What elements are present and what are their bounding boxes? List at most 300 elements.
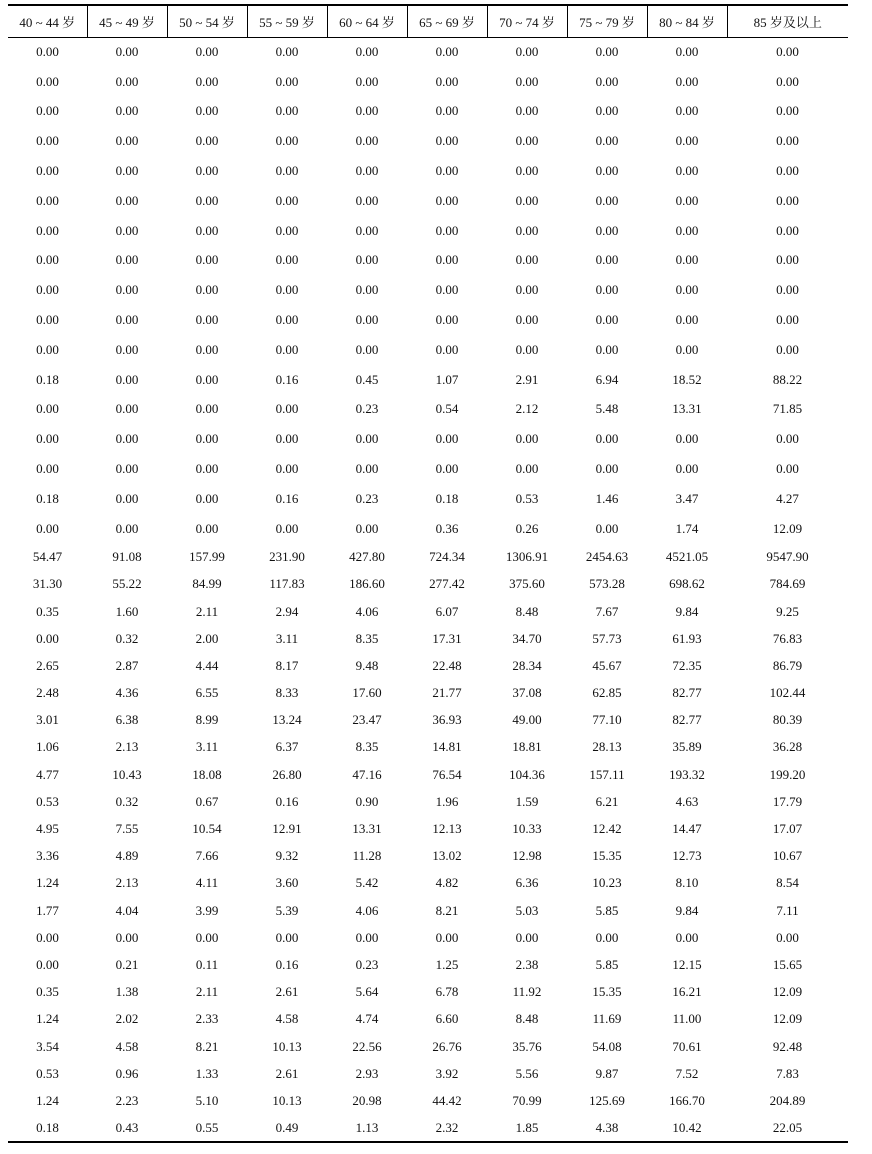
table-cell: 0.00 [36,431,59,447]
table-cell: 1.38 [115,984,139,1000]
table-cell: 4.06 [355,902,379,918]
table-cell: 157.99 [189,549,225,565]
table-cell: 10.13 [272,1038,302,1054]
table-cell: 0.00 [776,222,799,238]
table-cell: 2.12 [515,401,539,417]
table-cell: 0.00 [275,252,299,268]
table-cell: 0.00 [355,341,379,357]
table-cell: 0.00 [435,282,459,298]
table-cell: 4.89 [115,848,139,864]
table-cell: 4.74 [355,1011,379,1027]
table-cell: 4.58 [275,1011,299,1027]
table-cell: 8.48 [515,1011,539,1027]
table-cell: 3.47 [675,490,699,506]
table-row [8,734,848,761]
table-cell: 0.00 [435,73,459,89]
table-cell: 0.00 [195,252,219,268]
table-cell: 0.00 [776,103,799,119]
table-cell: 0.00 [195,103,219,119]
table-cell: 1.85 [487,1114,567,1141]
table-cell: 0.00 [595,103,619,119]
table-cell: 6.55 [195,685,219,701]
table-cell: 0.00 [275,431,299,447]
column-header: 40 ~ 44 岁 [8,5,87,37]
table-cell: 8.17 [275,657,299,673]
table-cell: 0.00 [36,73,59,89]
table-cell: 12.09 [772,520,803,536]
table-row [8,67,848,97]
table-cell: 0.00 [595,312,619,328]
table-cell: 0.00 [675,929,699,945]
table-cell: 0.00 [595,222,619,238]
table-row [8,1114,848,1141]
table-cell: 76.83 [772,630,803,646]
table-cell: 2.11 [195,984,219,1000]
table-cell: 0.00 [675,222,699,238]
table-cell: 0.00 [435,341,459,357]
table-cell: 0.35 [36,603,59,619]
table-cell: 8.48 [515,603,539,619]
table-cell: 28.13 [592,739,622,755]
table-cell: 117.83 [269,576,305,592]
table-cell: 0.00 [435,103,459,119]
table-cell: 8.21 [195,1038,219,1054]
table-cell: 88.22 [772,371,803,387]
table-body [8,37,848,1142]
table-cell: 5.48 [595,401,619,417]
table-cell: 2.13 [115,875,139,891]
table-row [8,761,848,788]
table-cell: 0.23 [355,490,379,506]
table-cell: 0.00 [595,431,619,447]
table-cell: 12.98 [512,848,542,864]
table-cell: 92.48 [772,1038,803,1054]
table-cell: 6.07 [435,603,459,619]
table-cell: 9547.90 [766,549,809,565]
column-header: 60 ~ 64 岁 [327,5,407,37]
table-cell: 34.70 [512,630,542,646]
table-cell: 0.00 [515,103,539,119]
table-cell: 0.00 [36,163,59,179]
table-cell: 0.67 [195,793,219,809]
table-row [8,156,848,186]
table-cell: 0.00 [275,163,299,179]
table-cell: 17.60 [352,685,382,701]
table-cell: 15.35 [592,848,622,864]
table-cell: 62.85 [592,685,622,701]
table-cell: 2.00 [195,630,219,646]
table-cell: 0.00 [776,929,799,945]
table-cell: 0.00 [36,929,59,945]
table-cell: 0.00 [515,282,539,298]
table-cell: 6.37 [275,739,299,755]
table-cell: 204.89 [769,1092,806,1108]
column-header: 80 ~ 84 岁 [647,5,727,37]
table-cell: 0.00 [115,44,139,60]
table-cell: 0.00 [115,401,139,417]
table-cell: 26.80 [272,766,302,782]
table-cell: 10.43 [112,766,142,782]
table-cell: 82.77 [672,685,702,701]
table-cell: 4.58 [115,1038,139,1054]
table-cell: 54.08 [592,1038,622,1054]
table-cell: 11.00 [672,1011,702,1027]
table-cell: 0.00 [115,341,139,357]
table-cell: 0.00 [435,163,459,179]
table-cell: 0.00 [675,73,699,89]
table-cell: 0.00 [595,461,619,477]
table-cell: 0.00 [115,103,139,119]
header-row [8,5,848,37]
table-cell: 166.70 [669,1092,705,1108]
table-cell: 8.54 [776,875,799,891]
table-cell: 3.92 [435,1065,459,1081]
table-cell: 0.00 [776,133,799,149]
table-cell: 2.13 [115,739,139,755]
column-header: 70 ~ 74 岁 [487,5,567,37]
table-cell: 0.16 [275,490,299,506]
table-cell: 0.00 [675,461,699,477]
table-cell: 2.32 [407,1114,487,1141]
table-cell: 0.00 [435,929,459,945]
table-row [8,365,848,395]
table-cell: 2.61 [275,984,299,1000]
table-cell: 0.00 [355,461,379,477]
table-cell: 1.24 [36,875,59,891]
table-cell: 0.00 [675,133,699,149]
table-cell: 0.11 [195,956,219,972]
table-cell: 0.53 [36,793,59,809]
table-cell: 0.00 [275,341,299,357]
table-cell: 0.00 [355,44,379,60]
table-cell: 0.00 [36,312,59,328]
table-cell: 80.39 [772,712,803,728]
table-cell: 10.42 [647,1114,727,1141]
table-cell: 0.00 [36,103,59,119]
table-cell: 22.48 [432,657,462,673]
table-cell: 6.60 [435,1011,459,1027]
table-row [8,216,848,246]
table-cell: 12.73 [672,848,702,864]
table-cell: 0.00 [776,461,799,477]
table-cell: 7.83 [776,1065,799,1081]
table-cell: 18.81 [512,739,542,755]
table-cell: 9.84 [675,902,699,918]
table-cell: 0.32 [115,630,139,646]
table-cell: 0.00 [675,192,699,208]
table-cell: 4.38 [567,1114,647,1141]
table-cell: 12.13 [432,821,462,837]
table-cell: 4.82 [435,875,459,891]
table-cell: 0.00 [275,312,299,328]
table-cell: 0.00 [776,312,799,328]
table-cell: 22.05 [727,1114,848,1141]
table-cell: 0.18 [36,371,59,387]
table-cell: 8.33 [275,685,299,701]
table-cell: 76.54 [432,766,462,782]
table-cell: 1.96 [435,793,459,809]
table-cell: 0.00 [515,312,539,328]
table-cell: 1.60 [115,603,139,619]
table-cell: 0.00 [776,282,799,298]
table-cell: 1.46 [595,490,619,506]
table-cell: 3.01 [36,712,59,728]
table-row [8,1060,848,1087]
table-cell: 0.00 [515,163,539,179]
table-cell: 0.18 [8,1114,87,1141]
table-cell: 5.03 [515,902,539,918]
table-cell: 0.00 [36,956,59,972]
table-cell: 11.69 [592,1011,622,1027]
table-row [8,625,848,652]
table-cell: 102.44 [769,685,806,701]
table-cell: 2.87 [115,657,139,673]
table-row [8,924,848,951]
table-cell: 0.00 [275,929,299,945]
table-cell: 0.00 [355,929,379,945]
column-header: 50 ~ 54 岁 [167,5,247,37]
table-cell: 0.00 [195,401,219,417]
table-cell: 0.49 [247,1114,327,1141]
table-cell: 0.00 [595,252,619,268]
table-cell: 0.00 [776,341,799,357]
table-cell: 0.53 [36,1065,59,1081]
table-cell: 10.23 [592,875,622,891]
table-cell: 2.02 [115,1011,139,1027]
table-cell: 0.00 [355,312,379,328]
table-cell: 0.00 [115,222,139,238]
table-cell: 0.00 [115,133,139,149]
table-cell: 37.08 [512,685,542,701]
table-cell: 0.00 [776,73,799,89]
table-cell: 0.53 [515,490,539,506]
table-cell: 70.61 [672,1038,702,1054]
table-cell: 0.00 [595,929,619,945]
table-cell: 0.00 [115,312,139,328]
table-cell: 0.00 [435,431,459,447]
table-cell: 72.35 [672,657,702,673]
table-cell: 4.63 [675,793,699,809]
table-cell: 1.24 [36,1092,59,1108]
table-cell: 14.81 [432,739,462,755]
table-row [8,598,848,625]
table-cell: 0.00 [435,222,459,238]
table-row [8,652,848,679]
table-cell: 70.99 [512,1092,542,1108]
table-cell: 23.47 [352,712,382,728]
table-cell: 7.66 [195,848,219,864]
table-cell: 0.00 [36,133,59,149]
table-cell: 9.48 [355,657,379,673]
table-cell: 0.00 [195,431,219,447]
table-row [8,395,848,425]
table-cell: 84.99 [192,576,222,592]
table-cell: 4.77 [36,766,59,782]
table-cell: 0.00 [515,461,539,477]
table-cell: 6.78 [435,984,459,1000]
table-cell: 0.00 [115,929,139,945]
table-row [8,979,848,1006]
table-cell: 1.74 [675,520,699,536]
table-cell: 12.09 [772,984,803,1000]
table-row [8,97,848,127]
table-cell: 724.34 [429,549,465,565]
table-cell: 1.59 [515,793,539,809]
table-cell: 0.00 [275,44,299,60]
table-cell: 3.99 [195,902,219,918]
table-row [8,1087,848,1114]
table-cell: 0.00 [36,520,59,536]
table-cell: 47.16 [352,766,382,782]
table-cell: 0.00 [275,133,299,149]
table-cell: 0.00 [515,929,539,945]
table-cell: 104.36 [509,766,545,782]
table-cell: 15.65 [772,956,803,972]
table-cell: 0.00 [776,192,799,208]
table-row [8,186,848,216]
table-cell: 0.00 [675,312,699,328]
table-cell: 573.28 [589,576,625,592]
table-cell: 4.36 [115,685,139,701]
table-cell: 11.92 [512,984,542,1000]
table-cell: 0.36 [435,520,459,536]
table-cell: 0.00 [595,282,619,298]
table-cell: 0.00 [515,73,539,89]
table-cell: 0.00 [515,341,539,357]
table-row [8,1033,848,1060]
table-cell: 0.00 [36,44,59,60]
table-cell: 0.00 [195,461,219,477]
table-cell: 0.00 [355,222,379,238]
table-cell: 7.67 [595,603,619,619]
table-cell: 7.55 [115,821,139,837]
table-cell: 0.00 [115,282,139,298]
table-cell: 0.00 [36,461,59,477]
table-cell: 10.33 [512,821,542,837]
table-cell: 0.00 [675,282,699,298]
table-cell: 0.23 [355,401,379,417]
table-cell: 0.00 [195,73,219,89]
table-cell: 0.00 [36,401,59,417]
table-cell: 18.52 [672,371,702,387]
table-cell: 125.69 [589,1092,625,1108]
table-cell: 0.00 [275,73,299,89]
table-cell: 0.16 [275,371,299,387]
table-cell: 2.33 [195,1011,219,1027]
table-row [8,424,848,454]
table-cell: 9.87 [595,1065,619,1081]
table-cell: 0.00 [515,252,539,268]
table-cell: 2454.63 [585,549,629,565]
table-cell: 0.00 [36,252,59,268]
table-cell: 13.31 [352,821,382,837]
table-cell: 28.34 [512,657,542,673]
table-cell: 2.61 [275,1065,299,1081]
table-cell: 3.11 [275,630,299,646]
table-cell: 0.96 [115,1065,139,1081]
table-cell: 5.56 [515,1065,539,1081]
table-cell: 26.76 [432,1038,462,1054]
table-cell: 0.00 [275,461,299,477]
table-cell: 0.00 [595,133,619,149]
table-cell: 57.73 [592,630,622,646]
table-cell: 45.67 [592,657,622,673]
table-cell: 0.00 [595,44,619,60]
table-cell: 0.00 [115,192,139,208]
table-cell: 12.42 [592,821,622,837]
table-cell: 784.69 [769,576,806,592]
table-cell: 0.00 [355,282,379,298]
table-row [8,1006,848,1033]
table-cell: 3.60 [275,875,299,891]
table-cell: 9.84 [675,603,699,619]
table-cell: 0.00 [115,431,139,447]
table-cell: 0.00 [195,163,219,179]
table-cell: 0.00 [195,341,219,357]
table-cell: 0.18 [36,490,59,506]
table-cell: 157.11 [589,766,625,782]
table-row [8,815,848,842]
table-cell: 0.00 [275,282,299,298]
table-cell: 12.15 [672,956,702,972]
table-cell: 0.00 [195,312,219,328]
table-cell: 36.93 [432,712,462,728]
table-cell: 8.99 [195,712,219,728]
table-cell: 2.94 [275,603,299,619]
table-cell: 0.00 [515,431,539,447]
table-cell: 0.00 [776,163,799,179]
column-header: 55 ~ 59 岁 [247,5,327,37]
table-row [8,305,848,335]
table-cell: 0.00 [595,192,619,208]
table-cell: 4.27 [776,490,799,506]
table-cell: 0.00 [355,163,379,179]
table-cell: 0.00 [195,133,219,149]
table-cell: 0.00 [36,282,59,298]
table-cell: 0.90 [355,793,379,809]
table-cell: 0.00 [675,341,699,357]
table-cell: 0.35 [36,984,59,1000]
table-cell: 5.64 [355,984,379,1000]
table-row [8,571,848,598]
table-cell: 0.00 [435,312,459,328]
table-cell: 71.85 [772,401,803,417]
table-cell: 0.00 [195,222,219,238]
table-cell: 0.00 [355,431,379,447]
table-cell: 3.36 [36,848,59,864]
table-cell: 4.04 [115,902,139,918]
table-cell: 55.22 [112,576,142,592]
table-cell: 0.16 [275,956,299,972]
table-cell: 0.00 [595,163,619,179]
table-cell: 0.54 [435,401,459,417]
table-cell: 7.52 [675,1065,699,1081]
table-row [8,707,848,734]
table-cell: 49.00 [512,712,542,728]
table-cell: 231.90 [269,549,305,565]
table-cell: 4.44 [195,657,219,673]
table-cell: 10.67 [772,848,803,864]
table-cell: 277.42 [429,576,465,592]
table-cell: 2.11 [195,603,219,619]
table-cell: 17.79 [772,793,803,809]
table-cell: 12.91 [272,821,302,837]
table-cell: 0.00 [435,252,459,268]
table-cell: 0.00 [675,44,699,60]
table-cell: 7.11 [776,902,799,918]
table-cell: 0.00 [515,222,539,238]
table-cell: 13.02 [432,848,462,864]
